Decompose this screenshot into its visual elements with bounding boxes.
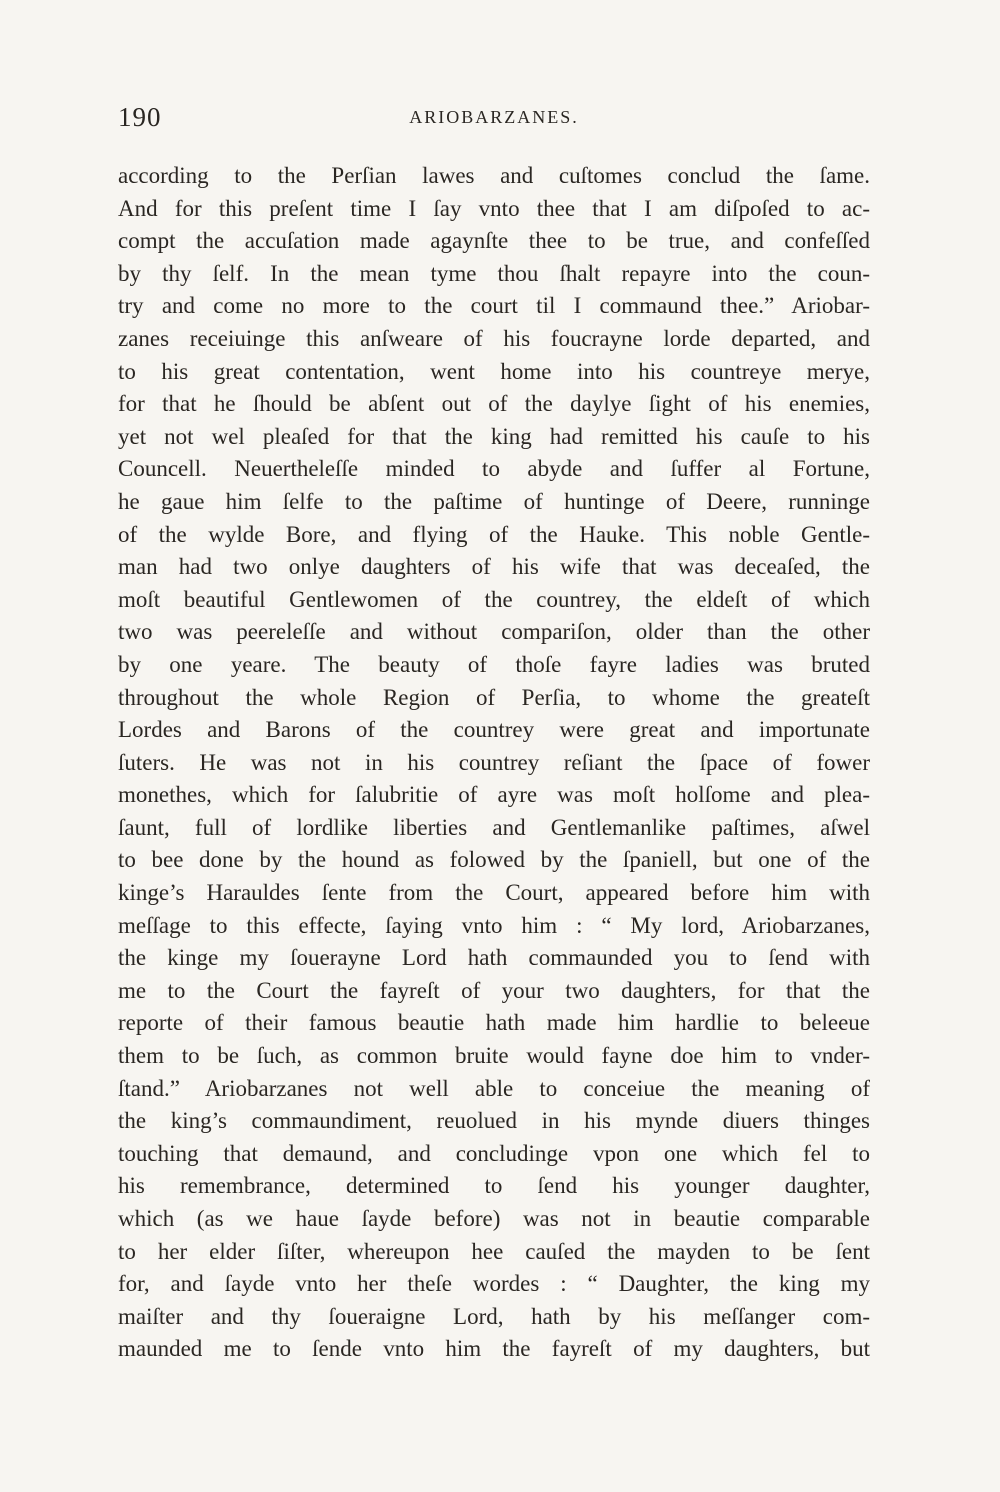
- text-line: maunded me to ſende vnto him the fayreſt of my daughters, but: [118, 1336, 870, 1362]
- text-line: And for this preſent time I ſay vnto thee that I am diſpoſed to ac-: [118, 195, 870, 221]
- text-line: the king’s commaundiment, reuolued in his mynde diuers thinges: [118, 1108, 870, 1134]
- text-line: two was peereleſſe and without compariſon, older than the other: [118, 619, 870, 645]
- text-line: kinge’s Harauldes ſente from the Court, appeared before him with: [118, 880, 870, 906]
- text-line: touching that demaund, and concludinge vpon one which fel to: [118, 1140, 870, 1166]
- text-line: monethes, which for ſalubritie of ayre was moſt holſome and plea-: [118, 782, 870, 808]
- text-line: zanes receiuinge this anſweare of his foucrayne lorde departed, and: [118, 325, 870, 351]
- text-line: man had two onlye daughters of his wife that was deceaſed, the: [118, 554, 870, 580]
- text-line: by one yeare. The beauty of thoſe fayre ladies was bruted: [118, 651, 870, 677]
- text-line: for that he ſhould be abſent out of the daylye ſight of his enemies,: [118, 391, 870, 417]
- text-line: yet not wel pleaſed for that the king had remitted his cauſe to his: [118, 423, 870, 449]
- text-line: meſſage to this effecte, ſaying vnto him : “ My lord, Ariobarzanes,: [118, 912, 870, 938]
- text-line: ſtand.” Ariobarzanes not well able to conceiue the meaning of: [118, 1075, 870, 1101]
- text-line: ſuters. He was not in his countrey reſiant the ſpace of fower: [118, 749, 870, 775]
- text-line: compt the accuſation made agaynſte thee to be true, and confeſſed: [118, 228, 870, 254]
- text-line: try and come no more to the court til I commaund thee.” Ariobar-: [118, 293, 870, 319]
- text-line: he gaue him ſelfe to the paſtime of huntinge of Deere, runninge: [118, 488, 870, 514]
- body-text: [118, 160, 870, 1366]
- text-line: his remembrance, determined to ſend his younger daughter,: [118, 1173, 870, 1199]
- text-line: of the wylde Bore, and flying of the Hauke. This noble Gentle-: [118, 521, 870, 547]
- text-line: according to the Perſian lawes and cuſtomes conclud the ſame.: [118, 163, 870, 188]
- text-line: ſaunt, full of lordlike liberties and Gentlemanlike paſtimes, aſwel: [118, 814, 870, 840]
- text-line: reporte of their famous beautie hath made him hardlie to beleeue: [118, 1010, 870, 1036]
- text-line: to her elder ſiſter, whereupon hee cauſed the mayden to be ſent: [118, 1238, 870, 1264]
- text-line: maiſter and thy ſoueraigne Lord, hath by his meſſanger com-: [118, 1303, 870, 1329]
- text-line: to his great contentation, went home into his countreye merye,: [118, 358, 870, 384]
- running-head: [118, 102, 870, 138]
- text-line: moſt beautiful Gentlewomen of the countrey, the eldeſt of which: [118, 586, 870, 612]
- text-line: them to be ſuch, as common bruite would fayne doe him to vnder-: [118, 1043, 870, 1069]
- text-line: Lordes and Barons of the countrey were great and importunate: [118, 717, 870, 743]
- text-line: by thy ſelf. In the mean tyme thou ſhalt repayre into the coun-: [118, 260, 870, 286]
- text-line: which (as we haue ſayde before) was not in beautie comparable: [118, 1206, 870, 1231]
- text-line: the kinge my ſouerayne Lord hath commaunded you to ſend with: [118, 945, 870, 971]
- running-title: ARIOBARZANES.: [409, 107, 579, 127]
- text-line: me to the Court the fayreſt of your two daughters, for that the: [118, 977, 870, 1003]
- page-number: 190: [118, 102, 162, 132]
- text-line: Councell. Neuertheleſſe minded to abyde and ſuffer al Fortune,: [118, 456, 870, 482]
- text-line: for, and ſayde vnto her theſe wordes : “ Daughter, the king my: [118, 1271, 870, 1297]
- text-line: throughout the whole Region of Perſia, to whome the greateſt: [118, 684, 870, 710]
- text-line: to bee done by the hound as folowed by the ſpaniell, but one of the: [118, 847, 870, 873]
